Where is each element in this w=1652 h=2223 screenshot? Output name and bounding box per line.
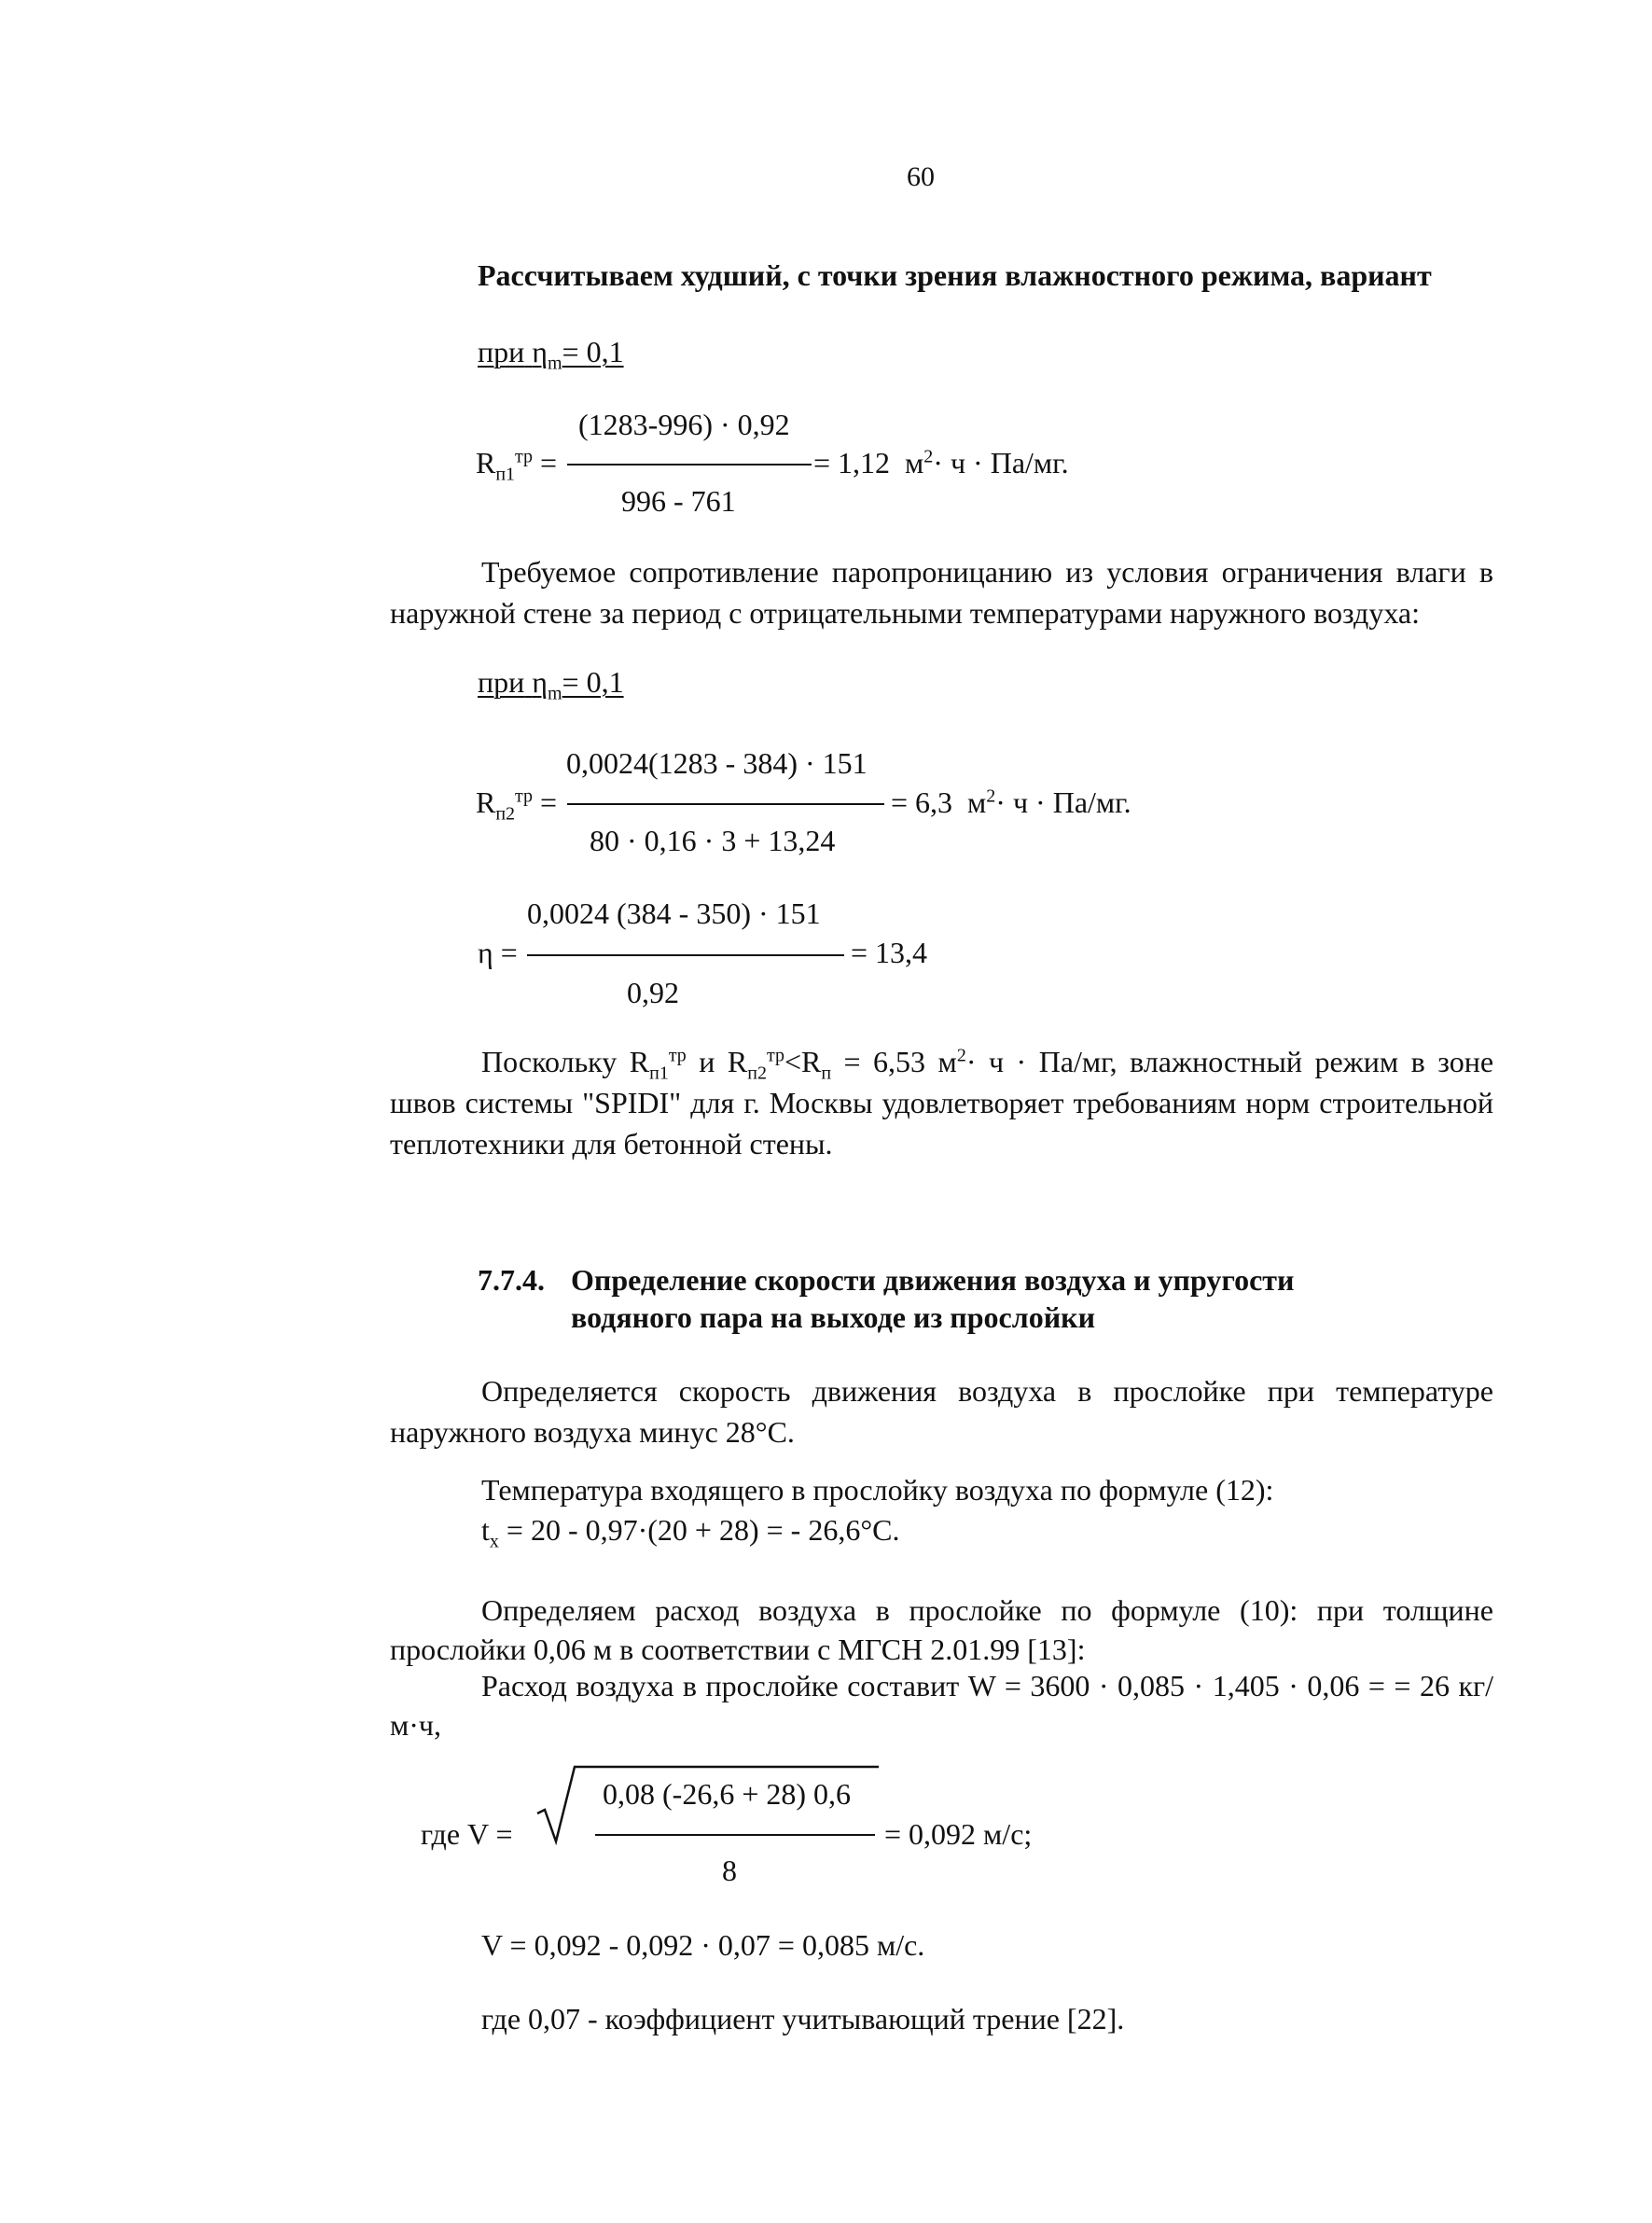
para-conclusion: Поскольку $R_{п1}^{тр}$ и $R_{п2}^{тр}<R_п = 6,53$ $м^2\cdot ч \cdot Па/мг$, влажностный режим в зоне швов системы "SPIDI" для г. Москвы удовлетворяет требованиям норм строительной теплотехники для бетонной стены. (390, 1045, 1494, 1160)
v-denominator: 8 (722, 1854, 737, 1887)
section-number: 7.7.4. (478, 1263, 545, 1297)
section-title-line1: Определение скорости движения воздуха и упругости (571, 1263, 1295, 1297)
page-number: 60 (907, 161, 935, 192)
rp1-denominator: 996 - 761 (621, 484, 736, 518)
rp1-result: = 1,12 $м^2\cdot ч \cdot Па/мг$. (813, 446, 1069, 479)
rp2-lhs: $R_{п2}^{тр}$ = (476, 785, 558, 825)
condition-eta-2: при $\eta_m= 0,1$ (478, 665, 624, 704)
line-friction: где 0,07 - коэффициент учитывающий трение [22]. (481, 2002, 1125, 2035)
v-result: = 0,092 м/с; (884, 1817, 1033, 1851)
rp1-numerator: (1283-996) · 0,92 (578, 408, 790, 441)
rp2-fraction-line (567, 803, 884, 805)
line-v2: V = 0,092 - 0,092 · 0,07 = 0,085 м/с. (481, 1928, 925, 1962)
rp1-fraction-line (567, 464, 812, 465)
rp2-denominator: 80 · 0,16 · 3 + 13,24 (590, 824, 836, 857)
cond1-sub: m (547, 353, 562, 374)
cond1-pri: при (478, 335, 525, 368)
section-title-line2: водяного пара на выходе из прослойки (571, 1300, 1095, 1334)
rp1-lhs: $R_{п1}^{тр}$ = (476, 446, 558, 485)
para-flow-rate: Расход воздуха в прослойке составит W = 3600 · 0,085 · 1,405 · 0,06 = = 26 кг/м·ч, (390, 1669, 1493, 1742)
v-fraction-line (595, 1834, 875, 1836)
cond1-value: = 0,1 (562, 335, 624, 368)
temp-line2: $t_x = 20 - 0,97\cdot(20 + 28)$ = - 26,6°С. (481, 1513, 900, 1552)
rp2-result: = 6,3 $м^2\cdot ч \cdot Па/мг$. (891, 785, 1131, 819)
cond1-eta: η (532, 335, 548, 368)
eta-lhs: η = (478, 936, 518, 969)
para-flow: Определяем расход воздуха в прослойке по формуле (10): при толщине прослойки 0,06 м в соответствии с МГСН 2.01.99 [13]: (390, 1593, 1493, 1666)
eta-result: = 13,4 (851, 936, 928, 969)
eta-denominator: 0,92 (627, 976, 679, 1009)
v-numerator: 0,08 (-26,6 + 28) 0,6 (603, 1777, 852, 1811)
condition-eta-1 (478, 334, 624, 374)
v-lhs: где V = (421, 1817, 513, 1851)
intro-worst-case: Рассчитываем худший, с точки зрения влажностного режима, вариант (478, 258, 1432, 292)
eta-numerator: 0,0024 (384 - 350) · 151 (527, 896, 821, 930)
para-required-resistance: Требуемое сопротивление паропроницанию из условия ограничения влаги в наружной стене за период с отрицательными температурами наружного воздуха: (390, 555, 1493, 630)
temp-line1: Температура входящего в прослойку воздуха по формуле (12): (481, 1473, 1274, 1507)
eta-fraction-line (527, 954, 844, 956)
para-speed: Определяется скорость движения воздуха в прослойке при температуре наружного воздуха минус 28°С. (390, 1374, 1493, 1449)
rp2-numerator: 0,0024(1283 - 384) · 151 (566, 746, 868, 780)
